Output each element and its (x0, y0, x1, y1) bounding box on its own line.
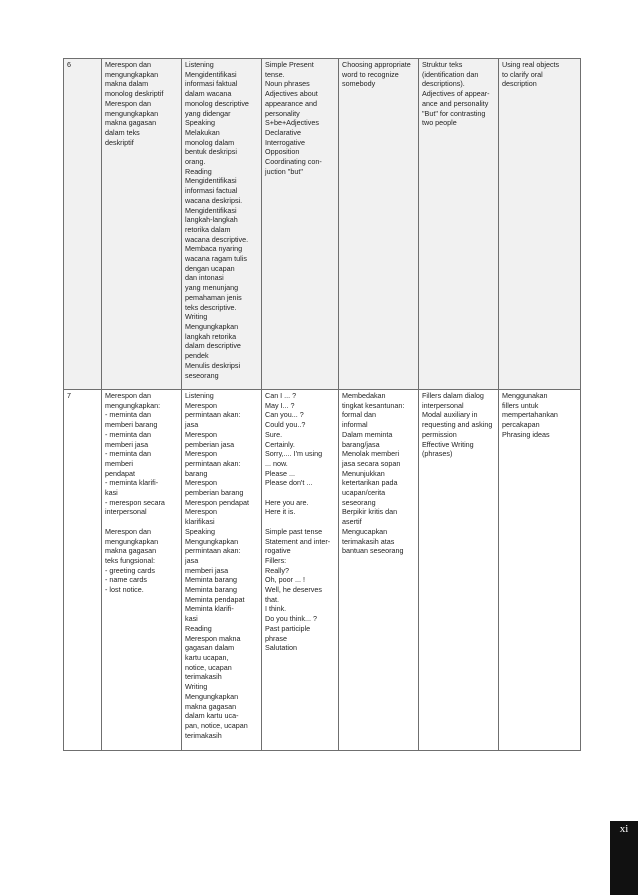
cell-line: monolog deskriptif (105, 89, 164, 99)
cell-line: jasa (185, 420, 199, 430)
cell-line: ance and personality (422, 98, 489, 108)
cell-line: Past participle (265, 623, 311, 633)
cell-line: Salutation (265, 643, 297, 653)
cell-line: Struktur teks (422, 60, 463, 69)
cell-line: Here you are. (265, 497, 309, 507)
cell-line: dalam wacana (185, 89, 232, 99)
cell-line: mengungkapkan (105, 108, 159, 118)
cell-line: formal dan (342, 410, 376, 420)
cell-line: Merespon pendapat (185, 497, 249, 507)
cell-line: - greeting cards (105, 565, 155, 575)
cell-line: Fillers dalam dialog (422, 391, 484, 400)
material-cell (419, 59, 499, 390)
cell-line: permission (422, 429, 457, 439)
cell-line: - meminta klarifi- (105, 478, 159, 488)
cell-line: mengungkapkan (105, 69, 159, 79)
cell-line: Mengidentifikasi (185, 205, 237, 215)
cell-line: Membedakan (342, 391, 386, 400)
cell-line: Merespon dan (105, 526, 151, 536)
cell-line (105, 517, 178, 527)
cell-line: Certainly. (265, 439, 295, 449)
syllabus-table (63, 58, 581, 751)
cell-line: wacana deskripsi. (185, 195, 243, 205)
competency-cell (102, 59, 182, 390)
cell-line: Merespon (185, 449, 217, 459)
cell-line (265, 517, 335, 527)
cell-line: description (502, 79, 537, 89)
cell-line: Please ... (265, 468, 295, 478)
cell-line: Modal auxiliary in (422, 410, 478, 420)
cell-line: Interrogative (265, 137, 305, 147)
cell-line: kartu ucapan, (185, 652, 229, 662)
cell-line: dan intonasi (185, 273, 224, 283)
cell-line: Choosing appropriate (342, 60, 411, 69)
cell-line: wacana ragam tulis (185, 254, 247, 264)
cell-line: wacana descriptive. (185, 234, 249, 244)
cell-line: memberi barang (105, 420, 158, 430)
cell-line: Sorry,.... I'm using (265, 449, 323, 459)
cell-line: Membaca nyaring (185, 244, 243, 254)
cell-line: Melakukan (185, 127, 220, 137)
cell-line (265, 488, 335, 498)
cell-line: to clarify oral (502, 69, 543, 79)
cell-line: Merespon dan (105, 391, 151, 400)
cell-line: dengan ucapan (185, 263, 235, 273)
cell-line: Noun phrases (265, 79, 310, 89)
cell-line: Merespon dan (105, 98, 151, 108)
cell-line: kasi (105, 488, 118, 498)
cell-line: Listening (185, 391, 214, 400)
skill-cell (339, 390, 419, 751)
cell-line: barang (185, 468, 208, 478)
cell-line: makna gagasan (185, 701, 237, 711)
cell-line: Meminta pendapat (185, 594, 245, 604)
cell-line: klarifikasi (185, 517, 215, 527)
cell-line: personality (265, 108, 300, 118)
cell-line: orang. (185, 157, 206, 167)
cell-line: descriptions). (422, 79, 465, 89)
cell-line: Merespon (185, 478, 217, 488)
cell-line: phrase (265, 633, 287, 643)
cell-line: Phrasing ideas (502, 429, 550, 439)
cell-line: tingkat kesantunan: (342, 400, 405, 410)
cell-line: notice, ucapan (185, 662, 232, 672)
cell-line: Menggunakan (502, 391, 548, 400)
cell-line: word to recognize (342, 69, 399, 79)
cell-line: bentuk deskripsi (185, 147, 237, 157)
cell-line: pendek (185, 351, 209, 361)
cell-line: - name cards (105, 575, 147, 585)
cell-line: informasi factual (185, 186, 238, 196)
cell-line: dalam kartu uca- (185, 711, 239, 721)
cell-line: Mengidentifikasi (185, 176, 237, 186)
cell-line: Using real objects (502, 60, 560, 69)
cell-line: Meminta barang (185, 575, 237, 585)
cell-line: Opposition (265, 147, 300, 157)
cell-line: ... now. (265, 458, 288, 468)
cell-line: Adjectives of appear- (422, 89, 490, 99)
page-number: xi (619, 823, 629, 835)
cell-line: pan, notice, ucapan (185, 720, 248, 730)
cell-line: Merespon (185, 429, 217, 439)
cell-line: - merespon secara (105, 497, 165, 507)
cell-line: Reading (185, 166, 212, 176)
cell-line: gagasan dalam (185, 643, 235, 653)
cell-line: "But" for contrasting (422, 108, 486, 118)
cell-line: Simple Present (265, 60, 314, 69)
cell-line: Can you... ? (265, 410, 304, 420)
cell-line: requesting and asking (422, 420, 493, 430)
cell-line: permintaan akan: (185, 546, 241, 556)
cell-line: Mengidentifikasi (185, 69, 237, 79)
cell-line: Menunjukkan (342, 468, 385, 478)
grammar-cell (262, 390, 339, 751)
competency-cell (102, 390, 182, 751)
cell-line: Well, he deserves (265, 585, 322, 595)
cell-line: I think. (265, 604, 287, 614)
cell-line: tense. (265, 69, 285, 79)
cell-line: bantuan seseorang (342, 546, 404, 556)
cell-line: Please don't ... (265, 478, 313, 488)
cell-line: langkah retorika (185, 331, 237, 341)
cell-line: barang/jasa (342, 439, 380, 449)
cell-line: Merespon (185, 507, 217, 517)
cell-line: juction "but" (265, 166, 303, 176)
cell-line: - meminta dan (105, 449, 151, 459)
table-row (64, 59, 581, 390)
cell-line: Writing (185, 682, 208, 692)
cell-line: monolog descriptive (185, 98, 249, 108)
cell-line: Speaking (185, 118, 215, 128)
cell-line: Meminta barang (185, 585, 237, 595)
cell-line: seseorang (185, 370, 219, 380)
cell-line: Effective Writing (422, 439, 474, 449)
cell-line: - meminta dan (105, 410, 151, 420)
cell-line: Merespon makna (185, 633, 241, 643)
cell-line: dalam descriptive (185, 341, 241, 351)
cell-line: seseorang (342, 497, 376, 507)
cell-line: Dalam meminta (342, 429, 393, 439)
cell-line: (identification dan (422, 69, 479, 79)
cell-line: jasa secara sopan (342, 458, 401, 468)
indicator-cell (182, 59, 262, 390)
cell-line: mengungkapkan: (105, 400, 161, 410)
cell-line: ucapan/cerita (342, 488, 386, 498)
cell-line: memberi jasa (105, 439, 149, 449)
cell-line: fillers untuk (502, 400, 539, 410)
cell-line: - lost notice. (105, 585, 144, 595)
cell-line: terimakasih atas (342, 536, 395, 546)
indicator-cell (182, 390, 262, 751)
cell-line: Menulis deskripsi (185, 360, 241, 370)
cell-line: Speaking (185, 526, 215, 536)
cell-line: langkah-langkah (185, 215, 238, 225)
cell-line: informal (342, 420, 368, 430)
cell-line: kasi (185, 614, 198, 624)
cell-line: Mengungkapkan (185, 691, 239, 701)
cell-line: Can I ... ? (265, 391, 297, 400)
cell-line: Mengungkapkan (185, 536, 239, 546)
cell-line: Sure. (265, 429, 283, 439)
cell-line: memberi (105, 458, 133, 468)
cell-line: Statement and inter- (265, 536, 331, 546)
cell-line: Menolak memberi (342, 449, 400, 459)
material-cell (419, 390, 499, 751)
cell-line: Reading (185, 623, 212, 633)
cell-line: memberi jasa (185, 565, 229, 575)
cell-line: Really? (265, 565, 289, 575)
cell-line: May I... ? (265, 400, 295, 410)
strategy-cell (499, 390, 581, 751)
cell-line: two people (422, 118, 457, 128)
cell-line: teks descriptive. (185, 302, 237, 312)
cell-line: terimakasih (185, 672, 222, 682)
cell-line: ketertarikan pada (342, 478, 398, 488)
cell-line: terimakasih (185, 730, 222, 740)
cell-line: yang menunjang (185, 283, 239, 293)
cell-line: mempertahankan (502, 410, 558, 420)
cell-line: makna gagasan (105, 546, 157, 556)
cell-line: deskriptif (105, 137, 134, 147)
cell-line: jasa (185, 555, 199, 565)
cell-line: makna gagasan (105, 118, 157, 128)
cell-line: informasi faktual (185, 79, 238, 89)
cell-line: yang didengar (185, 108, 231, 118)
cell-line: dalam teks (105, 127, 140, 137)
cell-line: Could you..? (265, 420, 306, 430)
cell-line: mengungkapkan (105, 536, 159, 546)
cell-line: makna dalam (105, 79, 149, 89)
cell-line: Merespon dan (105, 60, 151, 69)
grammar-cell (262, 59, 339, 390)
cell-line: asertif (342, 517, 362, 527)
cell-line: pemahaman jenis (185, 292, 242, 302)
cell-line: Adjectives about (265, 89, 318, 99)
cell-line: Merespon (185, 400, 217, 410)
cell-line: rogative (265, 546, 291, 556)
cell-line: interpersonal (422, 400, 464, 410)
cell-line: pendapat (105, 468, 135, 478)
cell-line: Coordinating con- (265, 157, 322, 167)
strategy-cell (499, 59, 581, 390)
cell-line: (phrases) (422, 449, 453, 459)
cell-line: Here it is. (265, 507, 296, 517)
cell-line: pemberian jasa (185, 439, 235, 449)
cell-line: Declarative (265, 127, 301, 137)
row-number-cell: 7 (64, 390, 102, 751)
row-number-cell: 6 (64, 59, 102, 390)
cell-line: Mengucapkan (342, 526, 388, 536)
cell-line: pemberian barang (185, 488, 244, 498)
cell-line: appearance and (265, 98, 317, 108)
cell-line: that. (265, 594, 279, 604)
table-row (64, 390, 581, 751)
cell-line: retorika dalam (185, 224, 231, 234)
cell-line: Meminta klarifi- (185, 604, 234, 614)
cell-line: Berpikir kritis dan (342, 507, 398, 517)
skill-cell (339, 59, 419, 390)
cell-line: interpersonal (105, 507, 147, 517)
cell-line: Listening (185, 60, 214, 69)
cell-line: Writing (185, 312, 208, 322)
cell-line: S+be+Adjectives (265, 118, 319, 128)
cell-line: permintaan akan: (185, 458, 241, 468)
cell-line: Mengungkapkan (185, 321, 239, 331)
cell-line: somebody (342, 79, 376, 89)
cell-line: permintaan akan: (185, 410, 241, 420)
cell-line: percakapan (502, 420, 540, 430)
cell-line: Do you think... ? (265, 614, 317, 624)
cell-line: monolog dalam (185, 137, 235, 147)
cell-line: teks fungsional: (105, 555, 155, 565)
cell-line: Simple past tense (265, 526, 323, 536)
cell-line: Oh, poor ... ! (265, 575, 305, 585)
cell-line: - meminta dan (105, 429, 151, 439)
cell-line: Fillers: (265, 555, 287, 565)
